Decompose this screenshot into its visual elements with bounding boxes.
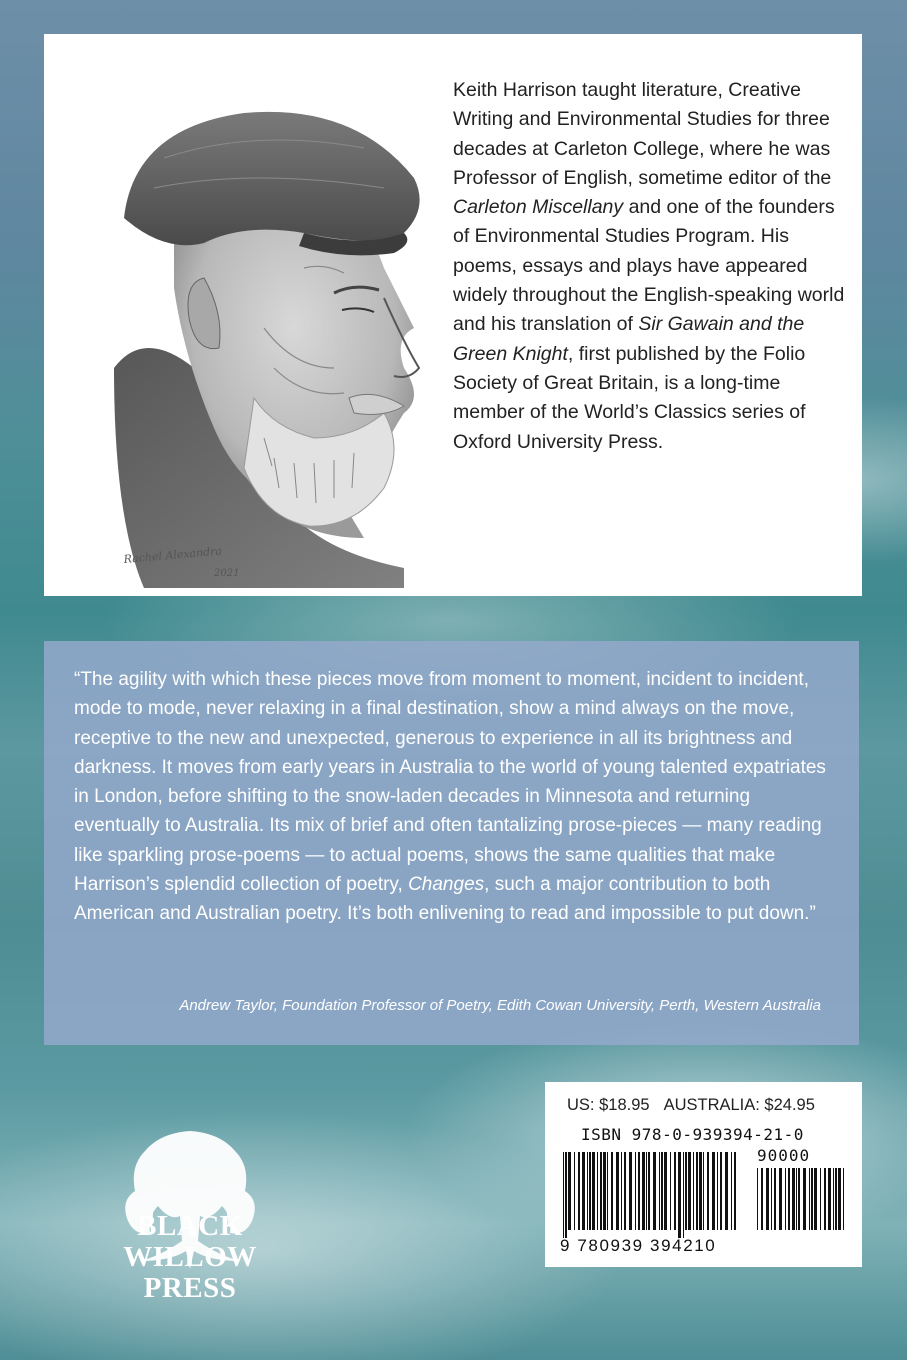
barcode-addon-number: 90000 xyxy=(757,1146,811,1165)
author-portrait-sketch xyxy=(104,68,464,588)
portrait-year: 2021 xyxy=(214,568,240,579)
bio-text-3: , first published by the Folio Society of Great Britain, is a long-time member of the World’s Classics series of Oxford University Press. xyxy=(453,342,806,453)
bio-italic-title-2: Sir Gawain and the Green Knight xyxy=(453,313,805,365)
price-australia: AUSTRALIA: $24.95 xyxy=(663,1096,815,1114)
publisher-name-line-3: PRESS xyxy=(143,1272,237,1304)
bio-text-2: and one of the founders of Environmental Studies Program. His poems, essays and plays have appeared widely throughout the English-speaking world and his translation of xyxy=(453,196,845,336)
review-quote xyxy=(74,665,839,929)
quote-text-2: , such a major contribution to both American and Australian poetry. It’s both enlivening to read and impossible to put down.” xyxy=(74,874,816,925)
quote-italic-title: Changes xyxy=(408,874,485,896)
price-us: US: $18.95 xyxy=(567,1096,650,1114)
quote-text-1: “The agility with which these pieces move from moment to moment, incident to incident, mode to mode, never relaxing in a final destination, show a mind always on the move, receptive to the new and unexpected, generous to experience in all its brightness and darkness. It moves from early years in Australia to the world of young talented expatriates in London, before shifting to the snow-laden decades in Minnesota and returning eventually to Australia. Its mix of brief and often tantalizing prose-pieces — many reading like sparkling prose-poems — to actual poems, shows the same qualities that make Harrison’s splendid collection of poetry, xyxy=(74,669,826,896)
review-quote-panel xyxy=(44,641,859,1045)
bio-text-1: Keith Harrison taught literature, Creative Writing and Environmental Studies for three decades at Carleton College, where he was Professor of English, sometime editor of the xyxy=(453,79,832,189)
quote-attribution: Andrew Taylor, Foundation Professor of Poetry, Edith Cowan University, Perth, Western Australia xyxy=(179,997,821,1014)
barcode-panel xyxy=(545,1082,862,1267)
author-portrait-panel xyxy=(44,34,862,596)
bio-italic-title-1: Carleton Miscellany xyxy=(453,196,624,219)
author-bio xyxy=(453,76,848,457)
isbn-text: ISBN 978-0-939394-21-0 xyxy=(581,1125,804,1144)
publisher-name-line-1: BLACK xyxy=(137,1210,243,1242)
publisher-name-line-2: WILLOW xyxy=(123,1241,257,1273)
portrait-signature: Rachel Alexandra xyxy=(123,544,223,566)
barcode-ean-digits: 9 780939 394210 xyxy=(560,1236,717,1255)
